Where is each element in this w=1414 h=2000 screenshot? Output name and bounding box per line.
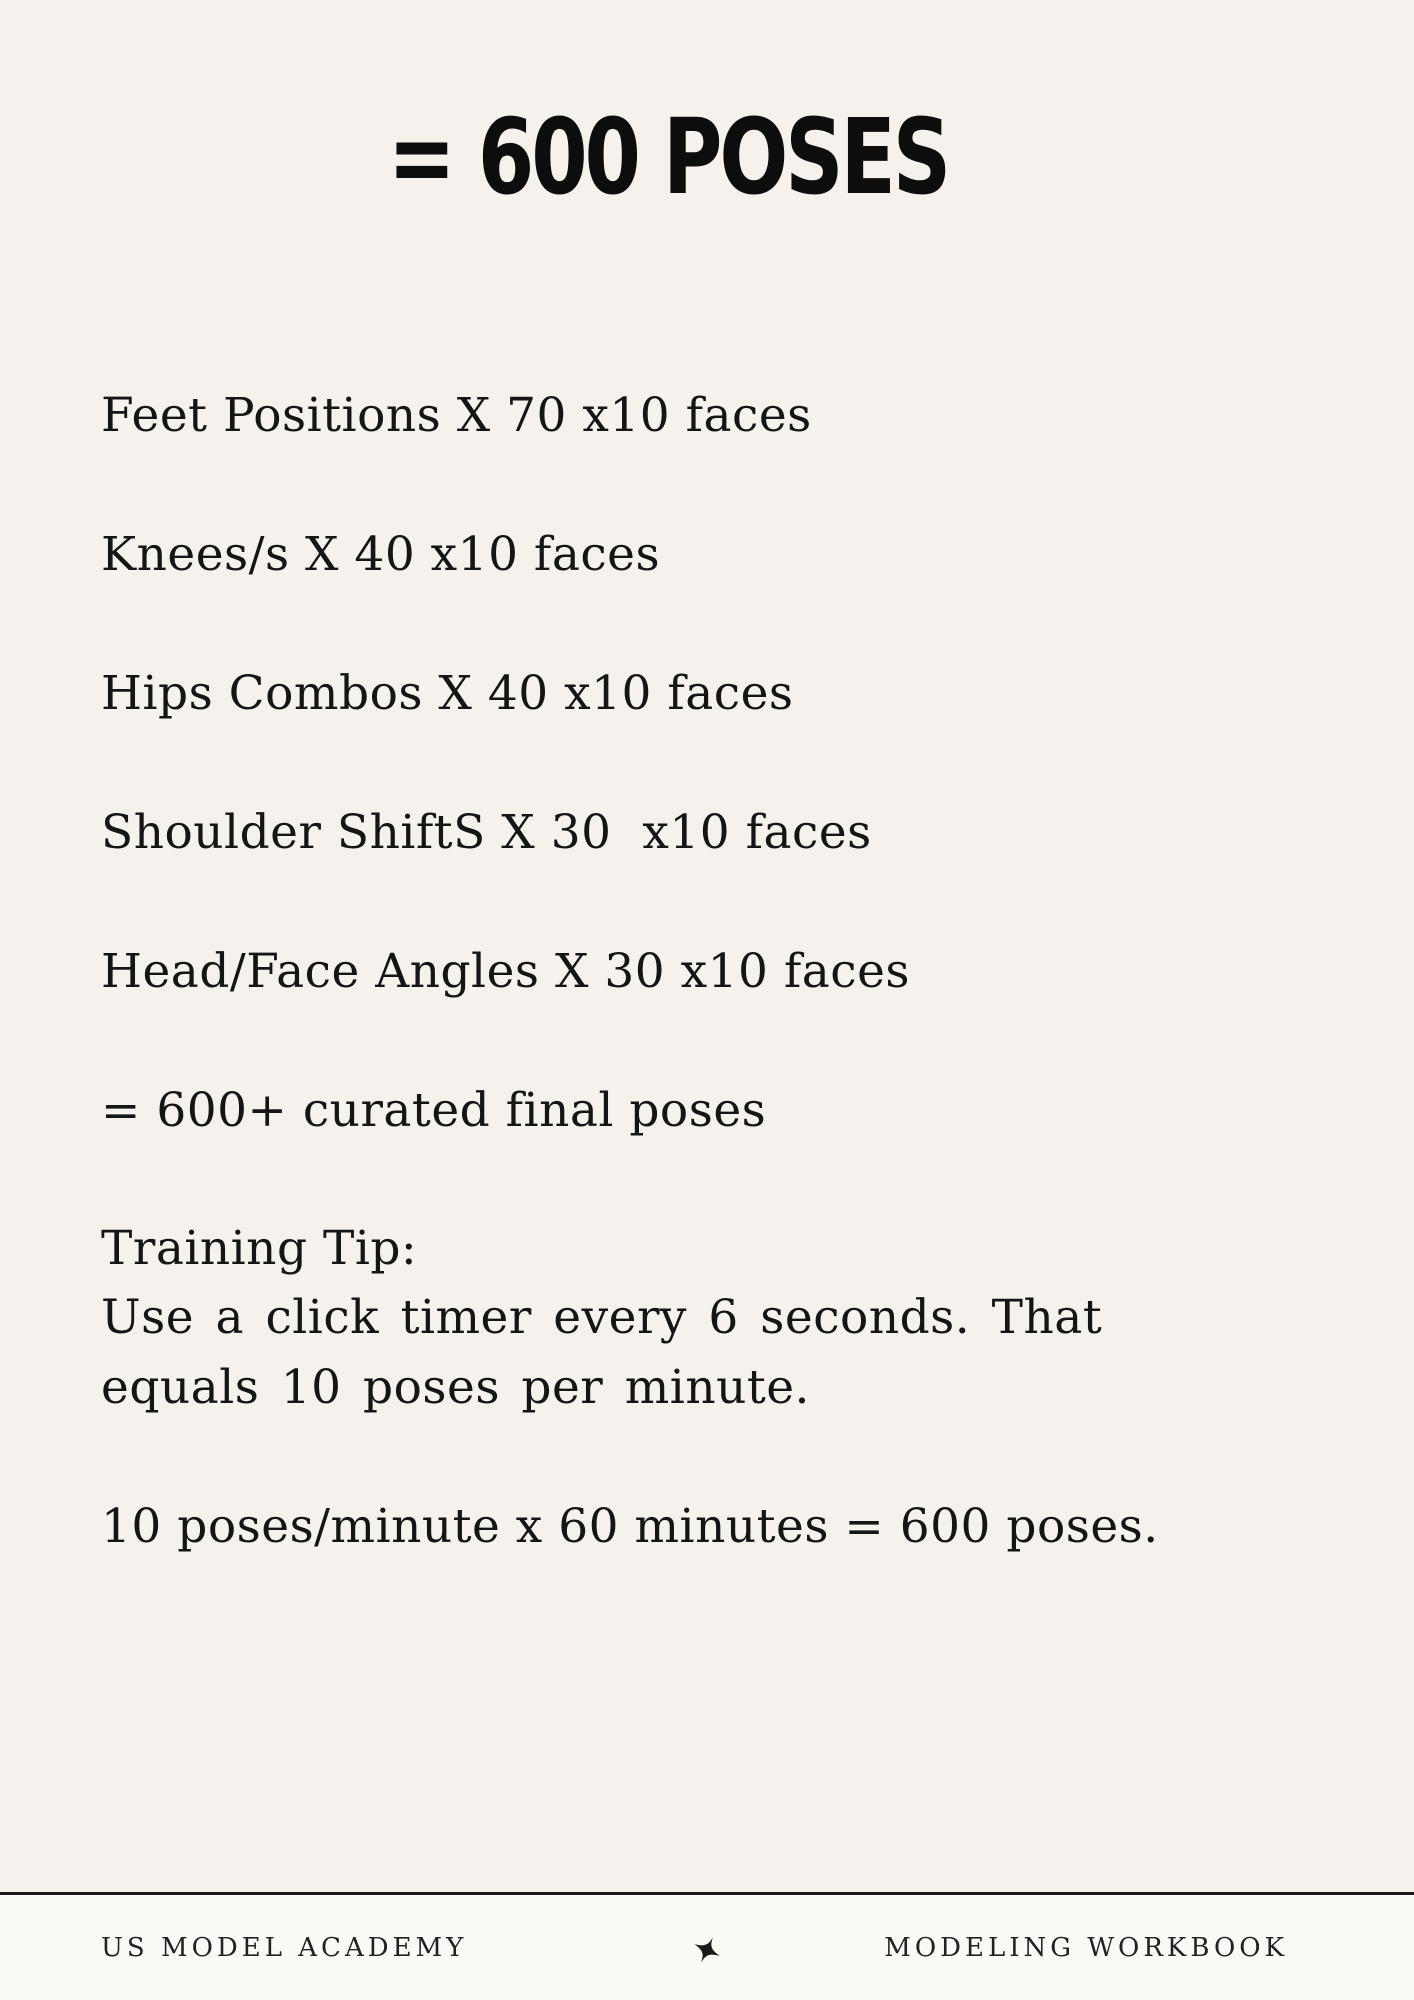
page-title: = 600 POSES	[387, 96, 949, 218]
training-tip-body: Use a click timer every 6 seconds. That equals 10 poses per minute.	[101, 1290, 1103, 1415]
line-hips-combos: Hips Combos X 40 x10 faces	[101, 666, 794, 721]
sparkle-star-icon	[690, 1933, 724, 1967]
page-footer	[0, 1892, 1414, 2000]
line-feet-positions: Feet Positions X 70 x10 faces	[101, 388, 812, 443]
footer-brand: US MODEL ACADEMY	[101, 1933, 468, 1963]
footer-workbook-label: MODELING WORKBOOK	[884, 1933, 1288, 1963]
training-tip-formula: 10 poses/minute x 60 minutes = 600 poses.	[101, 1499, 1159, 1554]
line-head-face-angles: Head/Face Angles X 30 x10 faces	[101, 944, 911, 999]
line-shoulder-shifts: Shoulder ShiftS X 30 x10 faces	[101, 805, 872, 860]
line-total-poses: = 600+ curated final poses	[101, 1083, 767, 1138]
line-knees: Knees/s X 40 x10 faces	[101, 527, 661, 582]
training-tip-heading: Training Tip:	[101, 1221, 418, 1276]
